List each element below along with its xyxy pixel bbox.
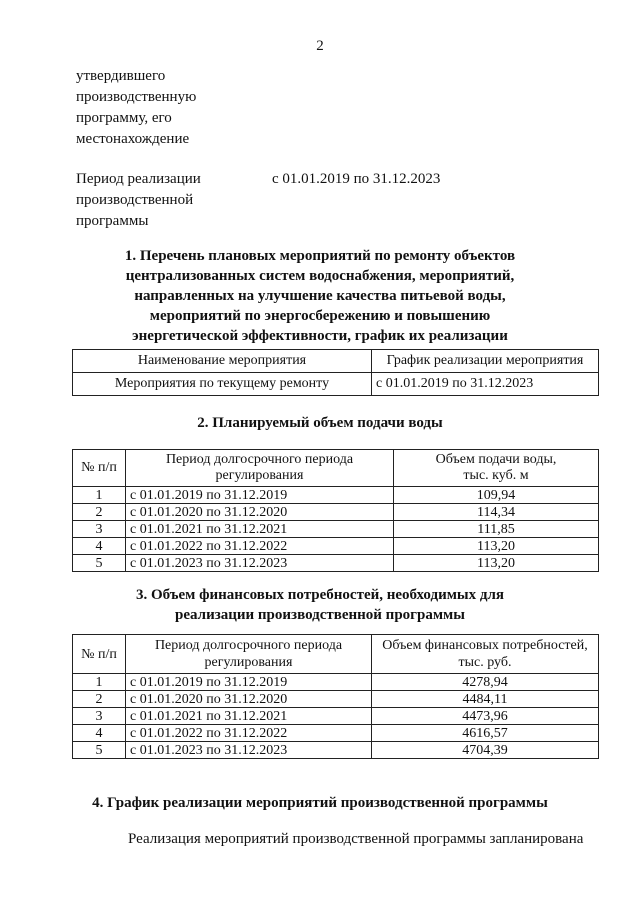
header-num: № п/п [73,450,126,487]
period-label-line: производственной [76,192,194,208]
row-num: 2 [73,691,126,708]
table-header-row [73,350,599,373]
row-period: с 01.01.2019 по 31.12.2019 [126,487,394,504]
section-3-title: 3. Объем финансовых потребностей, необходимых для реализации производственной программы [135,587,505,623]
page-number: 2 [316,38,324,54]
row-value: 113,20 [394,538,599,555]
row-value: 4616,57 [372,725,599,742]
org-label-line: программу, его [76,110,172,126]
header-period: Период долгосрочного периода регулирования [126,450,394,487]
row-value: 4278,94 [372,674,599,691]
water-volume-table [72,449,599,572]
section-2-title: 2. Планируемый объем подачи воды [197,415,443,431]
period-label-line: Период реализации [76,171,201,187]
table-row [73,708,599,725]
financial-needs-table [72,634,599,759]
row-num: 1 [73,674,126,691]
row-num: 3 [73,521,126,538]
measure-schedule: с 01.01.2019 по 31.12.2023 [372,373,599,396]
row-num: 5 [73,742,126,759]
row-value: 109,94 [394,487,599,504]
period-label-line: программы [76,213,149,229]
row-value: 4704,39 [372,742,599,759]
row-period: с 01.01.2021 по 31.12.2021 [126,521,394,538]
org-label-line: утвердившего [76,68,166,84]
row-period: с 01.01.2021 по 31.12.2021 [126,708,372,725]
row-period: с 01.01.2023 по 31.12.2023 [126,555,394,572]
header-measure-name: Наименование мероприятия [73,350,372,373]
table-row [73,555,599,572]
section-4-text: Реализация мероприятий производственной программы запланирована [128,831,584,847]
table-row [73,742,599,759]
measures-table [72,349,599,396]
row-period: с 01.01.2023 по 31.12.2023 [126,742,372,759]
row-value: 4484,11 [372,691,599,708]
header-schedule: График реализации мероприятия [372,350,599,373]
table-row [73,725,599,742]
row-period: с 01.01.2022 по 31.12.2022 [126,725,372,742]
table-header-row [73,635,599,674]
org-label-line: местонахождение [76,131,190,147]
row-num: 5 [73,555,126,572]
table-row [73,373,599,396]
table-row [73,521,599,538]
row-value: 111,85 [394,521,599,538]
header-num: № п/п [73,635,126,674]
table-row [73,691,599,708]
row-value: 113,20 [394,555,599,572]
row-value: 4473,96 [372,708,599,725]
measure-name: Мероприятия по текущему ремонту [73,373,372,396]
row-value: 114,34 [394,504,599,521]
org-label-line: производственную [76,89,197,105]
row-num: 2 [73,504,126,521]
row-num: 4 [73,725,126,742]
table-row [73,538,599,555]
table-row [73,674,599,691]
row-num: 1 [73,487,126,504]
section-1-title: 1. Перечень плановых мероприятий по ремонту объектов централизованных систем водоснабжения, мероприятий, направленных на улучшение качества питьевой воды, мероприятий по энергосбережению и повышению энергетической эффективности, график их реализации [124,248,516,344]
header-volume: Объем подачи воды, тыс. куб. м [394,450,599,487]
table-header-row [73,450,599,487]
table-row [73,487,599,504]
org-label [76,66,196,150]
row-period: с 01.01.2019 по 31.12.2019 [126,674,372,691]
row-num: 3 [73,708,126,725]
section-4-title: 4. График реализации мероприятий производственной программы [92,795,548,811]
table-row [73,504,599,521]
row-period: с 01.01.2020 по 31.12.2020 [126,691,372,708]
row-period: с 01.01.2020 по 31.12.2020 [126,504,394,521]
header-period: Период долгосрочного периода регулирования [126,635,372,674]
row-period: с 01.01.2022 по 31.12.2022 [126,538,394,555]
header-financial-volume: Объем финансовых потребностей, тыс. руб. [372,635,599,674]
period-value: с 01.01.2019 по 31.12.2023 [272,171,441,187]
row-num: 4 [73,538,126,555]
period-label [76,169,201,232]
